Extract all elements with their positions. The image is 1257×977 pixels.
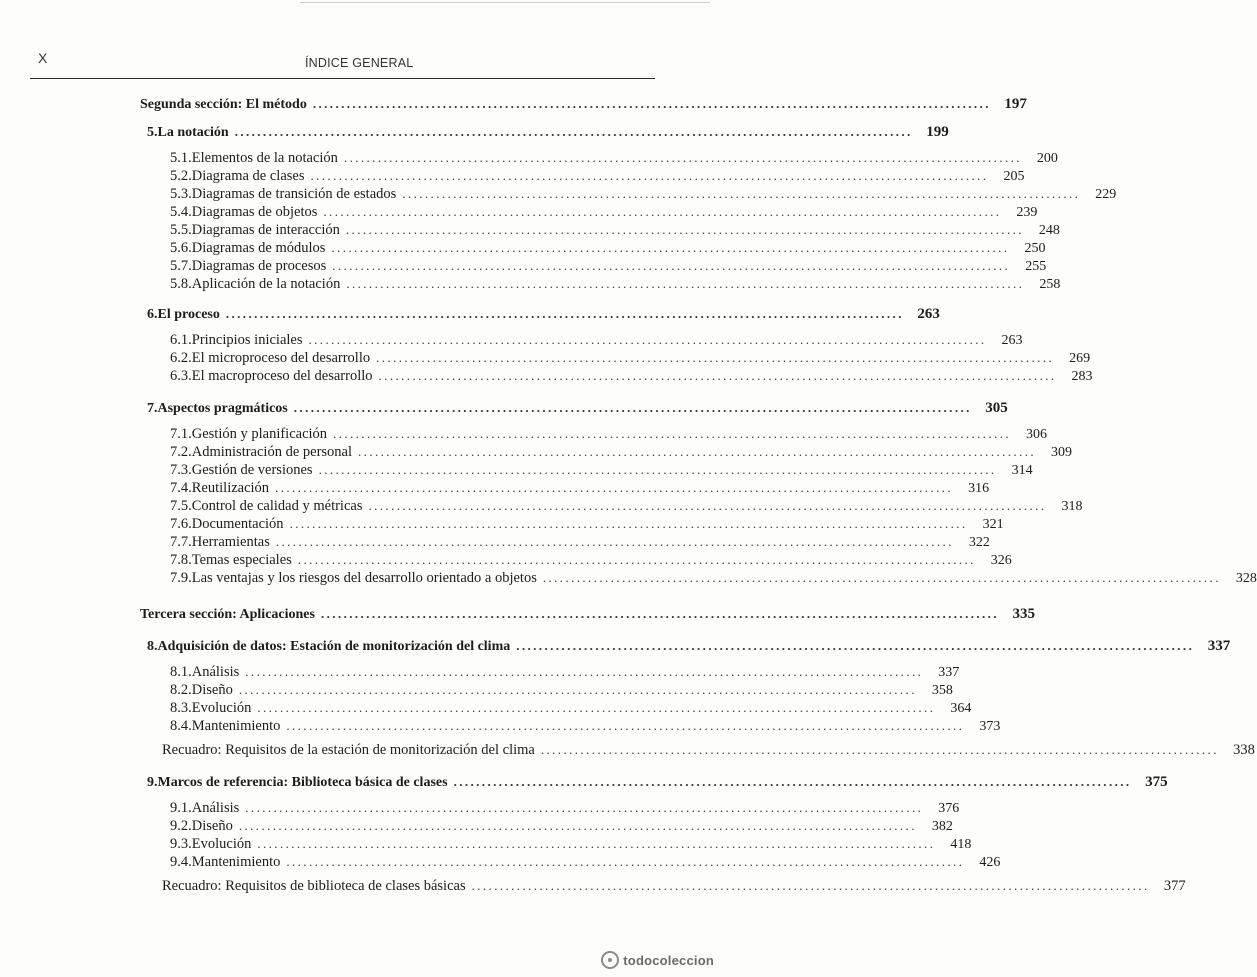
toc-entry-title: Tercera sección: Aplicaciones: [140, 607, 315, 622]
toc-entry-number: 5.3.: [170, 186, 192, 202]
toc-entry-title: El macroproceso del desarrollo: [191, 368, 373, 384]
toc-entry-page: 382: [931, 819, 953, 834]
toc-entry-title: Gestión y planificación: [191, 426, 328, 442]
toc-entry-sub: [170, 570, 1257, 590]
dot-leader: ........................................................................................................................: [238, 818, 917, 833]
toc-entry-title: Diagramas de interacción: [191, 222, 340, 238]
page-number-roman: X: [38, 50, 48, 66]
toc-entry-page: 316: [968, 481, 990, 496]
dot-leader: ........................................................................................................................: [257, 836, 936, 851]
dot-leader: ........................................................................................................................: [358, 444, 1037, 459]
dot-leader: ........................................................................................................................: [293, 400, 972, 415]
toc-entry-title: El proceso: [157, 307, 220, 322]
dot-leader: ........................................................................................................................: [297, 552, 976, 567]
toc-entry-page: 418: [950, 837, 972, 852]
toc-entry-page: 239: [1016, 205, 1038, 220]
toc-entry-sub: [170, 368, 1093, 388]
toc-entry-number: 9.: [147, 775, 158, 790]
toc-entry-page: 364: [950, 701, 972, 716]
toc-entry-sub: [170, 222, 1060, 242]
toc-entry-title: Elementos de la notación: [191, 150, 338, 166]
dot-leader: ........................................................................................................................: [286, 718, 965, 733]
toc-entry-page: 376: [938, 801, 960, 816]
toc-entry-number: 7.3.: [170, 462, 192, 478]
toc-entry-page: 263: [917, 306, 940, 322]
toc-entry-sub: [170, 552, 1012, 572]
toc-entry-sub: [170, 700, 972, 720]
toc-entry-title: Reutilización: [191, 480, 270, 496]
toc-entry-chapter: [147, 774, 1168, 794]
toc-entry-number: 8.1.: [170, 664, 192, 680]
toc-entry-box: [162, 878, 1186, 898]
watermark-logo-icon: [601, 951, 619, 969]
toc-entry-sub: [170, 150, 1058, 170]
toc-entry-number: 9.2.: [170, 818, 192, 834]
toc-entry-sub: [170, 664, 960, 684]
toc-entry-title: Diagramas de objetos: [191, 204, 318, 220]
toc-entry-title: Aspectos pragmáticos: [157, 401, 288, 416]
header-rule: [30, 78, 655, 79]
toc-entry-page: 255: [1025, 259, 1047, 274]
dot-leader: ........................................................................................................................: [346, 276, 1025, 291]
toc-entry-title: La notación: [157, 125, 229, 140]
toc-entry-section: [140, 606, 1035, 626]
toc-entry-page: 258: [1039, 277, 1061, 292]
toc-entry-page: 309: [1051, 445, 1073, 460]
dot-leader: ........................................................................................................................: [453, 774, 1132, 789]
dot-leader: ........................................................................................................................: [257, 700, 936, 715]
toc-entry-page: 337: [938, 665, 960, 680]
toc-entry-page: 426: [979, 855, 1001, 870]
toc-entry-sub: [170, 480, 990, 500]
dot-leader: ........................................................................................................................: [378, 368, 1057, 383]
toc-entry-sub: [170, 332, 1023, 352]
toc-entry-title: Gestión de versiones: [191, 462, 313, 478]
dot-leader: ........................................................................................................................: [333, 426, 1012, 441]
toc-entry-number: 7.1.: [170, 426, 192, 442]
dot-leader: ........................................................................................................................: [376, 350, 1055, 365]
toc-entry-number: 8.3.: [170, 700, 192, 716]
toc-entry-page: 375: [1145, 774, 1168, 790]
dot-leader: ........................................................................................................................: [345, 222, 1024, 237]
dot-leader: ........................................................................................................................: [308, 332, 987, 347]
toc-entry-number: 6.1.: [170, 332, 192, 348]
toc-entry-page: 328: [1235, 571, 1257, 586]
page-header: [0, 0, 720, 80]
dot-leader: ........................................................................................................................: [245, 664, 924, 679]
toc-entry-page: 337: [1207, 638, 1231, 654]
running-head: ÍNDICE GENERAL: [305, 56, 414, 70]
toc-entry-sub: [170, 498, 1083, 518]
toc-entry-number: 9.3.: [170, 836, 192, 852]
dot-leader: ........................................................................................................................: [312, 96, 991, 111]
toc-entry-page: 250: [1024, 241, 1046, 256]
toc-entry-number: 7.4.: [170, 480, 192, 496]
toc-entry-number: 7.6.: [170, 516, 192, 532]
toc-entry-sub: [170, 682, 953, 702]
toc-entry-sub: [170, 258, 1047, 278]
toc-entry-page: 373: [979, 719, 1001, 734]
dot-leader: ........................................................................................................................: [471, 878, 1150, 893]
toc-entry-number: 7.2.: [170, 444, 192, 460]
toc-entry-page: 335: [1012, 606, 1035, 622]
toc-entry-title: Herramientas: [191, 534, 270, 550]
dot-leader: ........................................................................................................................: [402, 186, 1081, 201]
toc-entry-page: 305: [985, 400, 1008, 416]
dot-leader: ........................................................................................................................: [318, 462, 997, 477]
toc-entry-title: Diagramas de procesos: [191, 258, 327, 274]
dot-leader: ........................................................................................................................: [368, 498, 1047, 513]
toc-entry-sub: [170, 204, 1038, 224]
toc-entry-sub: [170, 718, 1001, 738]
toc-entry-sub: [170, 276, 1061, 296]
toc-entry-page: 269: [1069, 351, 1091, 366]
toc-entry-number: 7.8.: [170, 552, 192, 568]
toc-entry-chapter: [147, 638, 1231, 658]
toc-entry-number: 5.1.: [170, 150, 192, 166]
toc-entry-title: El microproceso del desarrollo: [191, 350, 371, 366]
toc-entry-box: [162, 742, 1255, 762]
toc-entry-page: 358: [931, 683, 953, 698]
toc-entry-number: 5.7.: [170, 258, 192, 274]
dot-leader: ........................................................................................................................: [331, 240, 1010, 255]
toc-entry-title: Segunda sección: El método: [140, 97, 307, 112]
toc-entry-title: Diseño: [191, 818, 233, 834]
toc-entry-sub: [170, 516, 1004, 536]
toc-entry-sub: [170, 534, 990, 554]
dot-leader: ........................................................................................................................: [332, 258, 1011, 273]
toc-entry-page: 229: [1095, 187, 1117, 202]
toc-entry-sub: [170, 462, 1033, 482]
toc-entry-title: Control de calidad y métricas: [191, 498, 363, 514]
toc-entry-page: 197: [1004, 96, 1027, 112]
toc-entry-number: 5.: [147, 125, 158, 140]
dot-leader: ........................................................................................................................: [275, 534, 954, 549]
toc-entry-sub: [170, 444, 1073, 464]
dot-leader: ........................................................................................................................: [245, 800, 924, 815]
toc-entry-page: 314: [1011, 463, 1033, 478]
toc-entry-sub: [170, 240, 1046, 260]
toc-entry-sub: [170, 426, 1048, 446]
toc-entry-title: Mantenimiento: [191, 718, 281, 734]
toc-entry-number: 5.8.: [170, 276, 192, 292]
toc-entry-title: Diagramas de módulos: [191, 240, 326, 256]
toc-entry-page: 321: [982, 517, 1004, 532]
toc-entry-chapter: [147, 124, 949, 144]
dot-leader: ........................................................................................................................: [320, 606, 999, 621]
dot-leader: ........................................................................................................................: [343, 150, 1022, 165]
toc-entry-chapter: [147, 400, 1008, 420]
toc-entry-number: 5.2.: [170, 168, 192, 184]
toc-entry-number: 7.7.: [170, 534, 192, 550]
toc-entry-number: 5.4.: [170, 204, 192, 220]
toc-entry-title: Aplicación de la notación: [191, 276, 341, 292]
toc-entry-title: Diseño: [191, 682, 233, 698]
toc-entry-number: 9.1.: [170, 800, 192, 816]
watermark: [601, 949, 714, 971]
watermark-text: todocoleccion: [623, 952, 714, 968]
toc-entry-page: 338: [1233, 742, 1255, 758]
toc-entry-title: Evolución: [191, 836, 252, 852]
toc-entry-page: 377: [1163, 878, 1186, 894]
toc-entry-title: Adquisición de datos: Estación de monitorización del clima: [157, 639, 511, 654]
dot-leader: ........................................................................................................................: [225, 306, 904, 321]
toc-entry-sub: [170, 854, 1001, 874]
dot-leader: ........................................................................................................................: [238, 682, 917, 697]
toc-entry-page: 263: [1001, 333, 1023, 348]
toc-entry-number: 7.: [147, 401, 158, 416]
toc-entry-number: 8.2.: [170, 682, 192, 698]
dot-leader: ........................................................................................................................: [323, 204, 1002, 219]
toc-entry-title: Análisis: [191, 664, 240, 680]
toc-entry-number: 6.: [147, 307, 158, 322]
toc-entry-page: 200: [1036, 151, 1058, 166]
toc-entry-number: 8.: [147, 639, 158, 654]
toc-entry-section: [140, 96, 1027, 116]
dot-leader: ........................................................................................................................: [289, 516, 968, 531]
toc-entry-sub: [170, 168, 1025, 188]
dot-leader: ........................................................................................................................: [286, 854, 965, 869]
toc-entry-title: Diagramas de transición de estados: [191, 186, 397, 202]
toc-entry-page: 326: [990, 553, 1012, 568]
toc-entry-sub: [170, 836, 972, 856]
toc-entry-number: 6.3.: [170, 368, 192, 384]
toc-entry-number: 7.5.: [170, 498, 192, 514]
dot-leader: ........................................................................................................................: [234, 124, 913, 139]
toc-entry-page: 322: [968, 535, 990, 550]
toc-entry-title: Documentación: [191, 516, 284, 532]
toc-entry-page: 318: [1061, 499, 1083, 514]
toc-entry-number: 5.6.: [170, 240, 192, 256]
toc-entry-page: 306: [1026, 427, 1048, 442]
dot-leader: ........................................................................................................................: [540, 742, 1219, 757]
toc-entry-number: 6.2.: [170, 350, 192, 366]
toc-entry-page: 248: [1038, 223, 1060, 238]
toc-entry-title: Análisis: [191, 800, 240, 816]
toc-entry-page: 283: [1071, 369, 1093, 384]
toc-entry-title: Principios iniciales: [191, 332, 303, 348]
toc-entry-page: 199: [926, 124, 949, 140]
dot-leader: ........................................................................................................................: [275, 480, 954, 495]
toc-entry-title: Evolución: [191, 700, 252, 716]
toc-entry-title: Administración de personal: [191, 444, 353, 460]
dot-leader: ........................................................................................................................: [542, 570, 1221, 585]
toc-entry-sub: [170, 818, 953, 838]
toc-entry-sub: [170, 800, 960, 820]
toc-entry-number: 8.4.: [170, 718, 192, 734]
toc-entry-page: 205: [1003, 169, 1025, 184]
toc-entry-title: Marcos de referencia: Biblioteca básica de clases: [157, 775, 448, 790]
dot-leader: ........................................................................................................................: [516, 638, 1195, 653]
toc-entry-title: Temas especiales: [191, 552, 292, 568]
toc-entry-title: Mantenimiento: [191, 854, 281, 870]
dot-leader: ........................................................................................................................: [310, 168, 989, 183]
toc-entry-number: 5.5.: [170, 222, 192, 238]
toc-entry-chapter: [147, 306, 940, 326]
toc-entry-sub: [170, 350, 1091, 370]
toc-entry-sub: [170, 186, 1117, 206]
toc-entry-title: Recuadro: Requisitos de la estación de monitorización del clima: [162, 742, 535, 758]
toc-entry-title: Diagrama de clases: [191, 168, 305, 184]
toc-entry-number: 7.9.: [170, 570, 192, 586]
toc-entry-title: Recuadro: Requisitos de biblioteca de clases básicas: [162, 878, 466, 894]
toc-entry-number: 9.4.: [170, 854, 192, 870]
toc-entry-title: Las ventajas y los riesgos del desarrollo orientado a objetos: [191, 570, 537, 586]
